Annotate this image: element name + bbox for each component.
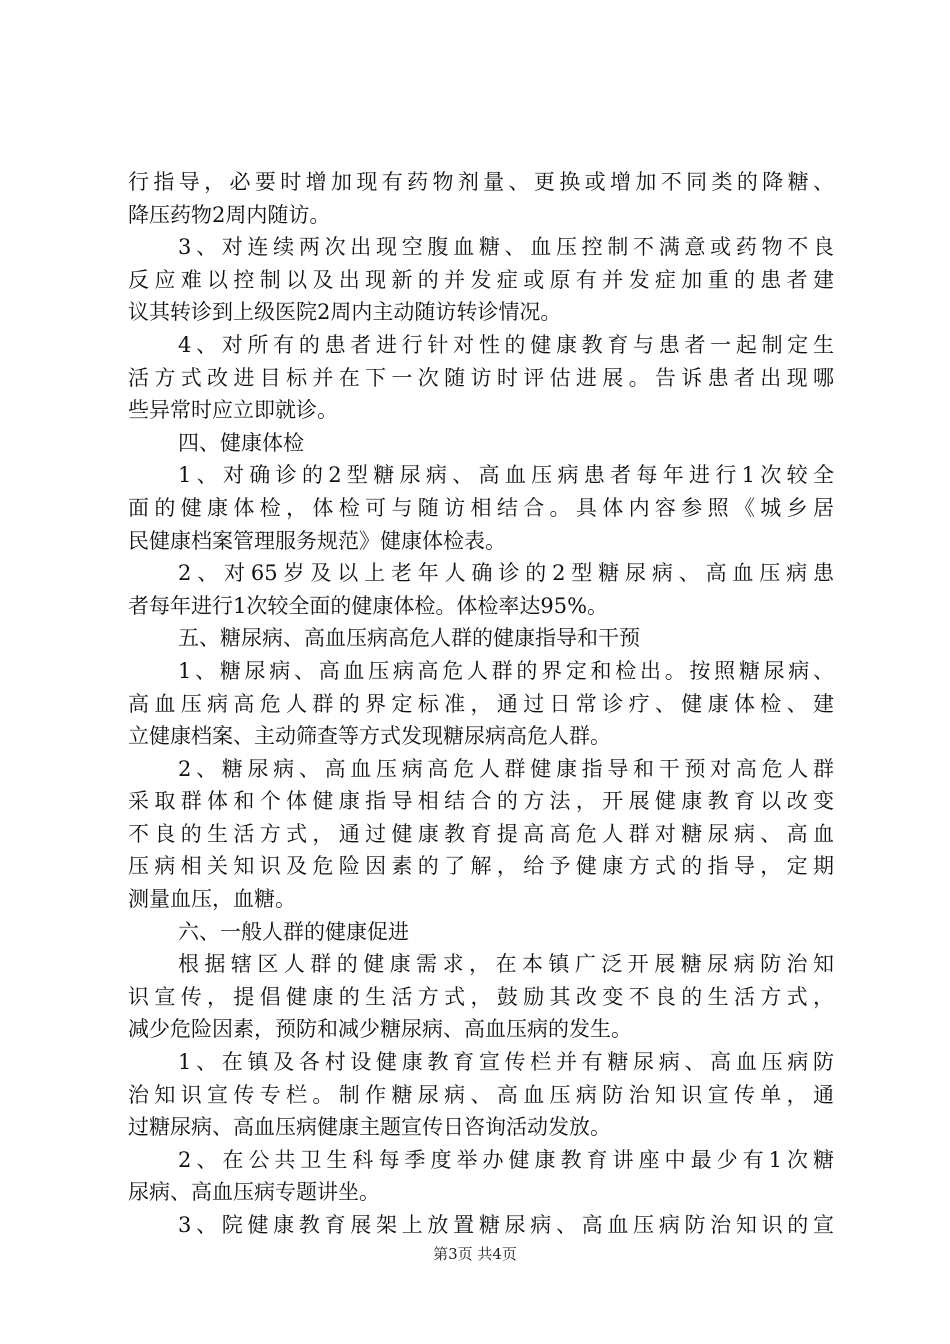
body-line: 些异常时应立即就诊。: [128, 398, 338, 423]
body-line: 尿病、高血压病专题讲坐。: [128, 1180, 380, 1205]
body-line: 民健康档案管理服务规范》健康体检表。: [128, 528, 506, 553]
body-line: 者每年进行1次较全面的健康体检。体检率达95%。: [128, 593, 609, 618]
body-line: 采取群体和个体健康指导相结合的方法，开展健康教育以改变: [128, 789, 834, 814]
section-heading: 六、一般人群的健康促进: [178, 919, 409, 944]
body-line: 3、对连续两次出现空腹血糖、血压控制不满意或药物不良: [178, 235, 834, 260]
body-line: 行指导，必要时增加现有药物剂量、更换或增加不同类的降糖、: [128, 170, 834, 194]
body-line: 1、糖尿病、高血压病高危人群的界定和检出。按照糖尿病、: [178, 658, 834, 683]
body-line: 根据辖区人群的健康需求，在本镇广泛开展糖尿病防治知: [178, 952, 834, 977]
body-line: 高血压病高危人群的界定标准，通过日常诊疗、健康体检、建: [128, 691, 834, 716]
body-line: 1、在镇及各村设健康教育宣传栏并有糖尿病、高血压病防: [178, 1050, 834, 1075]
body-line: 测量血压，血糖。: [128, 887, 296, 912]
body-line: 降压药物2周内随访。: [128, 202, 331, 227]
body-line: 立健康档案、主动筛查等方式发现糖尿病高危人群。: [128, 724, 611, 749]
body-line: 面的健康体检，体检可与随访相结合。具体内容参照《城乡居: [128, 495, 834, 520]
body-line: 3、院健康教育展架上放置糖尿病、高血压病防治知识的宣: [178, 1213, 834, 1237]
body-line: 治知识宣传专栏。制作糖尿病、高血压病防治知识宣传单，通: [128, 1082, 834, 1107]
document-body: [128, 166, 834, 1242]
body-line: 1、对确诊的2型糖尿病、高血压病患者每年进行1次较全: [178, 463, 834, 488]
body-line: 反应难以控制以及出现新的并发症或原有并发症加重的患者建: [128, 267, 834, 292]
body-line: 2、糖尿病、高血压病高危人群健康指导和干预对高危人群: [178, 756, 834, 781]
section-heading: 四、健康体检: [178, 430, 304, 455]
body-line: 2、在公共卫生科每季度举办健康教育讲座中最少有1次糖: [178, 1147, 834, 1172]
page-footer: 第3页 共4页: [433, 1245, 517, 1263]
body-line: 过糖尿病、高血压病健康主题宣传日咨询活动发放。: [128, 1115, 611, 1140]
body-line: 议其转诊到上级医院2周内主动随访转诊情况。: [128, 300, 562, 325]
body-line: 4、对所有的患者进行针对性的健康教育与患者一起制定生: [178, 332, 834, 357]
body-line: 减少危险因素，预防和减少糖尿病、高血压病的发生。: [128, 1017, 632, 1042]
body-line: 活方式改进目标并在下一次随访时评估进展。告诉患者出现哪: [128, 365, 834, 390]
body-line: 2、对65岁及以上老年人确诊的2型糖尿病、高血压病患: [178, 561, 834, 586]
body-line: 识宣传，提倡健康的生活方式，鼓励其改变不良的生活方式，: [128, 984, 834, 1009]
section-heading: 五、糖尿病、高血压病高危人群的健康指导和干预: [178, 626, 640, 651]
body-line: 不良的生活方式，通过健康教育提高高危人群对糖尿病、高血: [128, 821, 834, 846]
body-line: 压病相关知识及危险因素的了解，给予健康方式的指导，定期: [128, 854, 834, 879]
